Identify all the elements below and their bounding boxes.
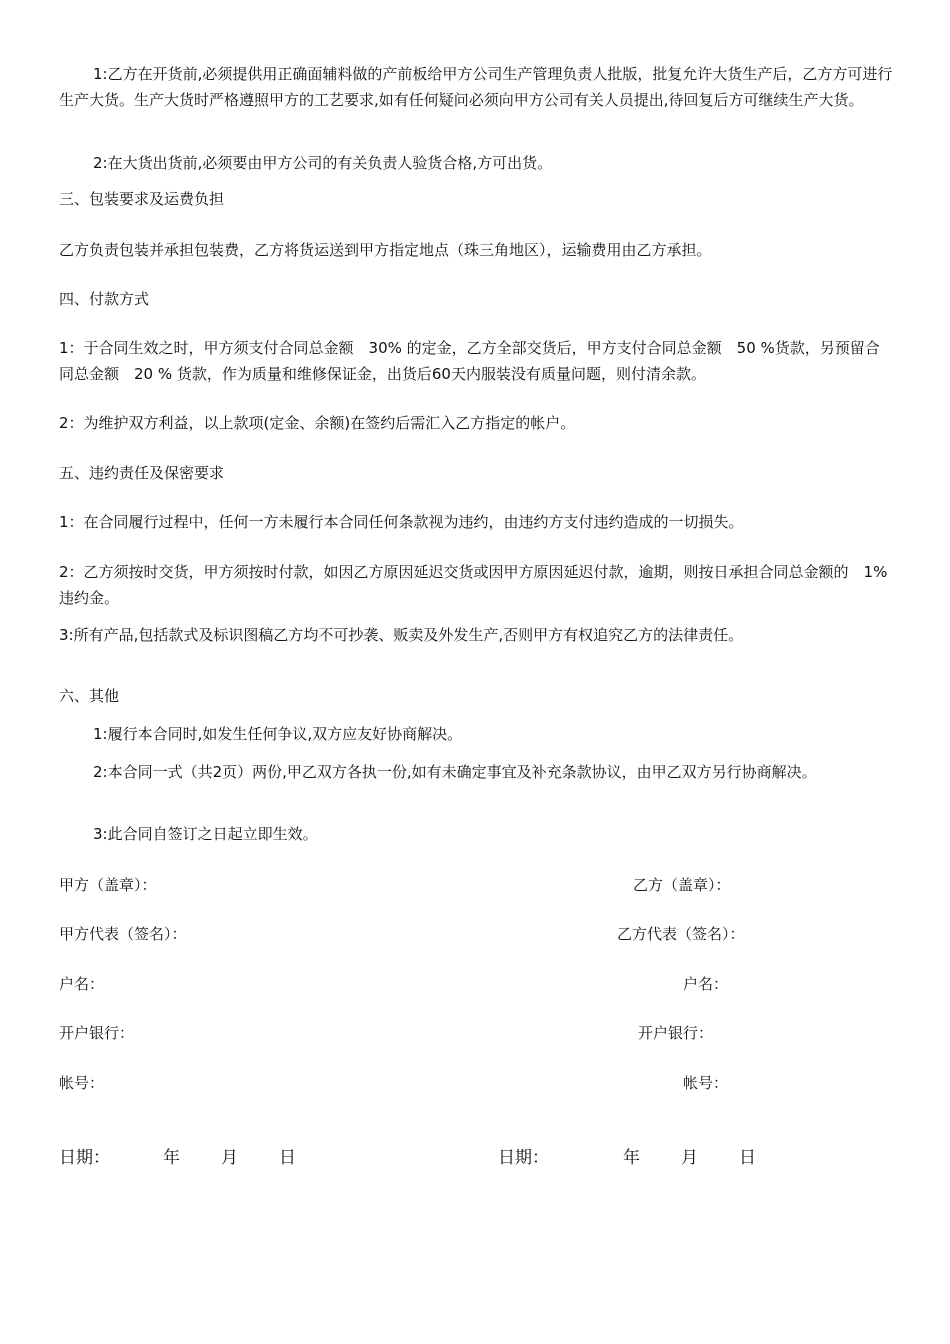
other-item-2: 2:本合同一式（共2页）两份,甲乙双方各执一份,如有未确定事宜及补充条款协议，由甲乙双方另行协商解决。	[93, 763, 817, 781]
date-day: 日	[279, 1148, 296, 1168]
date-month: 月	[681, 1148, 698, 1168]
party-b-seal-label: 乙方（盖章）：	[633, 876, 731, 894]
party-b-account-no-label: 帐号：	[683, 1074, 729, 1092]
party-a-account-name-label: 户名：	[59, 975, 105, 993]
party-a-bank-label: 开户银行：	[59, 1024, 135, 1042]
date-year: 年	[163, 1148, 180, 1168]
quality-item-1: 1:乙方在开货前,必须提供用正确面辅料做的产前板给甲方公司生产管理负责人批版，批复允许大货生产后，乙方方可进行生产大货。生产大货时严格遵照甲方的工艺要求,如有任何疑问必须向甲方公司有关人员提出,待回复后方可继续生产大货。	[59, 65, 893, 109]
party-a-rep-label: 甲方代表（签名）：	[59, 925, 187, 943]
quality-item-2: 2:在大货出货前,必须要由甲方公司的有关负责人验货合格,方可出货。	[93, 154, 553, 172]
party-b-account-name-label: 户名：	[683, 975, 729, 993]
breach-item-1: 1：在合同履行过程中，任何一方未履行本合同任何条款视为违约，由违约方支付违约造成的一切损失。	[59, 513, 744, 531]
date-year: 年	[623, 1148, 640, 1168]
party-a-date	[59, 1146, 296, 1170]
date-day: 日	[739, 1148, 756, 1168]
party-a-account-no-label: 帐号：	[59, 1074, 105, 1092]
section-5-title: 五、违约责任及保密要求	[59, 464, 225, 482]
party-b-date	[498, 1146, 756, 1170]
date-label: 日期：	[498, 1148, 549, 1168]
breach-item-2: 2：乙方须按时交货，甲方须按时付款，如因乙方原因延迟交货或因甲方原因延迟付款，逾期，则按日承担合同总金额的 1%违约金。	[59, 563, 888, 607]
other-item-1: 1:履行本合同时,如发生任何争议,双方应友好协商解决。	[93, 725, 463, 743]
party-b-rep-label: 乙方代表（签名）：	[617, 925, 745, 943]
breach-item-3: 3:所有产品,包括款式及标识图稿乙方均不可抄袭、贩卖及外发生产,否则甲方有权追究乙方的法律责任。	[59, 626, 744, 644]
payment-item-2: 2：为维护双方利益，以上款项(定金、余额)在签约后需汇入乙方指定的帐户。	[59, 414, 576, 432]
payment-item-1: 1：于合同生效之时，甲方须支付合同总金额 30% 的定金，乙方全部交货后，甲方支付合同总金额 50 %货款，另预留合同总金额 20 % 货款，作为质量和维修保证金，出货后60天内服装没有质量问题，则付清余款。	[59, 339, 880, 383]
party-b-bank-label: 开户银行：	[638, 1024, 714, 1042]
section-3-title: 三、包装要求及运费负担	[59, 190, 225, 208]
date-label: 日期：	[59, 1148, 110, 1168]
section-3-text: 乙方负责包装并承担包装费，乙方将货运送到甲方指定地点（珠三角地区），运输费用由乙方承担。	[59, 241, 712, 259]
party-a-seal-label: 甲方（盖章）：	[59, 876, 157, 894]
other-item-3: 3:此合同自签订之日起立即生效。	[93, 825, 318, 843]
section-4-title: 四、付款方式	[59, 290, 150, 308]
section-6-title: 六、其他	[59, 687, 120, 705]
date-month: 月	[221, 1148, 238, 1168]
